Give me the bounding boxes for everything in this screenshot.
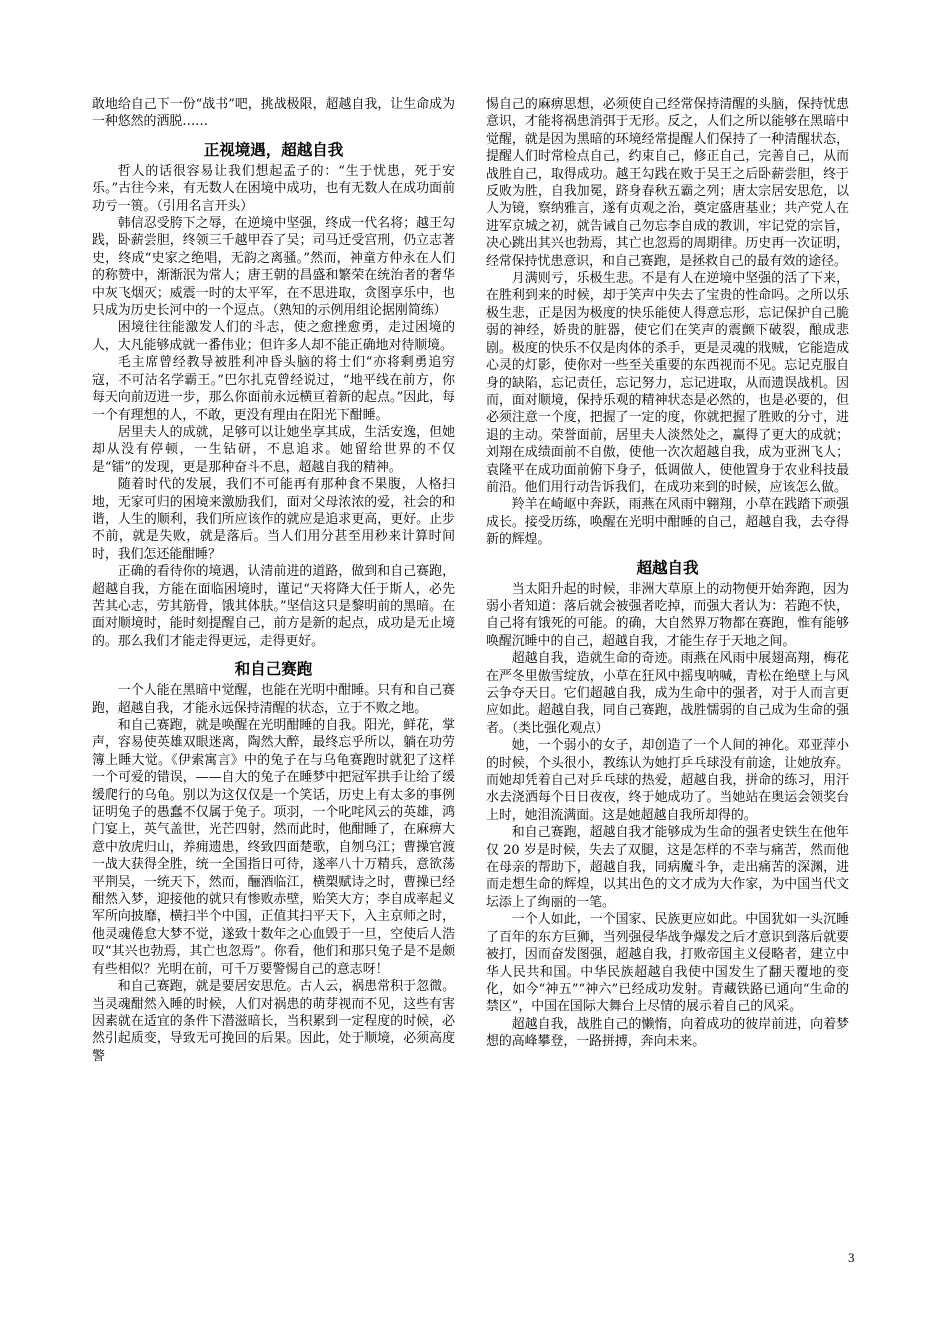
paragraph: 哲人的话很容易让我们想起孟子的：“生于忧患，死于安乐。”古往今来，有无数人在困境中成功，也有无数人在成功面前功亏一篑。（引用名言开头） [92,163,455,214]
paragraph: 和自己赛跑，就是要居安思危。古人云，祸患常积于忽微。当灵魂酣然入睡的时候，人们对祸患的萌芽视而不见，这些有害因素就在适宜的条件下潜滋暗长，当积累到一定程度的时候，必然引起质变，导致无可挽回的后果。因此，处于顺境，必须高度警 [92,979,455,1064]
paragraph: 一个人能在黑暗中觉醒，也能在光明中酣睡。只有和自己赛跑，超越自我，才能永远保持清醒的状态，立于不败之地。 [92,683,455,716]
paragraph: 羚羊在崎岖中奔跃，雨燕在风雨中翱翔，小草在践踏下顽强成长。接受历练，唤醒在光明中酣睡的自己，超越自我，去夺得新的辉煌。 [486,497,849,548]
left-column [92,96,455,1065]
paragraph: 一个人如此，一个国家、民族更应如此。中国犹如一头沉睡了百年的东方巨狮，当列强侵华战争爆发之后才意识到落后就要被打，因而奋发图强，超越自我，打败帝国主义侵略者，建立中华人民共和国。中华民族超越自我使中国发生了翻天覆地的变化，如今“神五”“神六”已经成功发射。青藏铁路已通向“生命的禁区”，中国在国际大舞台上尽情的展示着自己的风采。 [486,912,849,1015]
paragraph: 她，一个弱小的女子，却创造了一个人间的神化。邓亚萍小的时候，个头很小，教练认为她打乒乓球没有前途，让她放弃。而她却凭着自己对乒乓球的热爱，超越自我，拼命的练习，用汗水去浇洒每个日日夜夜，终于她成功了。当她站在奥运会领奖台上时，她泪流满面。这是她超越自我所却得的。 [486,738,849,823]
paragraph: 超越自我，造就生命的奇迹。雨燕在风雨中展翅高翔，梅花在严冬里傲雪绽放，小草在狂风中摇曳呐喊，青松在绝壁上与风云争夺天日。它们超越自我，成为生命中的强者，对于人而言更应如此。超越自我，同自己赛跑，战胜懦弱的自己成为生命的强者。（类比强化观点） [486,651,849,736]
right-column [486,96,849,1051]
paragraph: 月满则亏，乐极生悲。不是有人在逆境中坚强的活了下来，在胜利到来的时候，却于笑声中失去了宝贵的性命吗。之所以乐极生悲，正是因为极度的快乐能使人得意忘形，忘记保护自己脆弱的神经，娇贵的脏器，使它们在笑声的震颤下破裂，酿成悲剧。极度的快乐不仅是肉体的杀手，更是灵魂的戕贼，它能造成心灵的灯影，使你对一些至关重要的东西视而不见。忘记克服自身的缺陷，忘记责任，忘记努力，忘记进取，从而遗误战机。因而，面对顺境，保持乐观的精神状态是必然的，也是必要的，但必须注意一个度，把握了一定的度，你就把握了胜败的分寸，进退的主动。荣誉面前，居里夫人淡然处之，赢得了更大的成就；刘翔在成绩面前不自傲，使他一次次超越自我，成为亚洲飞人；袁隆平在成功面前俯下身子，低调做人，使他置身于农业科技最前沿。他们用行动告诉我们，在成功来到的时候，应该怎么做。 [486,271,849,495]
paragraph: 和自己赛跑，超越自我才能够成为生命的强者史铁生在他年仅 20 岁是时候，失去了双腿，这是怎样的不幸与痛苦，然而他在母亲的帮助下，超越自我，同病魔斗争，走出痛苦的深渊，进而走想生命的辉煌，以其出色的文才成为大作家，为中国当代文坛添上了绚丽的一笔。 [486,825,849,910]
paragraph: 困境往往能激发人们的斗志，使之愈挫愈勇，走过困境的人，大凡能够成就一番伟业；但许多人却不能正确地对待顺境。 [92,320,455,353]
section-heading: 和自己赛跑 [234,660,313,679]
paragraph: 随着时代的发展，我们不可能再有那种食不果腹，人格扫地，无家可归的困境来激励我们，面对父母浓浓的爱，社会的和谐，人生的顺利，我们所应该作的就应是追求更高，更好。止步不前，就是失败，就是落后。当人们用分甚至用秒来计算时间时，我们怎还能酣睡？ [92,477,455,562]
paragraph: 敢地给自己下一份“战书”吧，挑战极限，超越自我，让生命成为一种悠然的洒脱…… [92,97,455,130]
paragraph: 和自己赛跑，就是唤醒在光明酣睡的自我。阳光，鲜花，掌声，容易使英雄双眼迷离，陶然大醉，最终忘乎所以，躺在功劳簿上睡大觉。《伊索寓言》中的兔子在与乌龟赛跑时就犯了这样一个可爱的错误，——自大的兔子在睡梦中把冠军拱手让给了缓缓爬行的乌龟。别以为这仅仅是一个笑话，历史上有太多的事例证明兔子的愚蠢不仅属于兔子。项羽，一个叱咤风云的英雄，鸿门宴上，英气盖世，光芒四射，然而此时，他酣睡了，在麻痹大意中放虎归山，养痈遗患，终致四面楚歌，自刎乌江；曹操官渡一战大获得全胜，统一全国指日可待，遂率八十万精兵，意欲荡平荆吴，一统天下，然而，酾酒临江，横槊赋诗之时，曹操已经酣然入梦，迎接他的就只有惨败赤壁，贻笑大方；李自成率起义军所向披靡，横扫半个中国，正值其扫平天下，入主京师之时，他灵魂倦怠大梦不觉，遂致十数年之心血毁于一旦，空使后人浩叹“其兴也勃焉，其亡也忽焉”。你看，他们和那只兔子是不是颇有些相似？光明在前，可千万要警惕自己的意志呀！ [92,718,455,977]
section-heading: 正视境遇，超越自我 [203,140,344,159]
paragraph: 韩信忍受胯下之辱，在逆境中坚强，终成一代名将；越王勾践，卧薪尝胆，终领三千越甲吞了吴；司马迁受宫刑，仍立志著史，终成“史家之绝唱，无韵之离骚。”然而，神童方仲永在人们的称赞中，渐渐泯为常人；唐王朝的昌盛和繁荣在统治者的奢华中灰飞烟灭；威震一时的太平军，在不思进取，贪图享乐中，也只成为历史长河中的一个逗点。（熟知的示例用组论据刚简练） [92,216,455,319]
paragraph: 惕自己的麻痹思想，必须使自己经常保持清醒的头脑，保持忧患意识，才能将祸患消弭于无形。反之，人们之所以能够在黑暗中觉醒，就是因为黑暗的环境经常提醒人们保持了一种清醒状态，提醒人们时常检点自己，约束自己，修正自己，完善自己，从而战胜自己，取得成功。越王勾践在败于吴王之后卧薪尝胆，终于反败为胜，自我加冕，跻身春秋五霸之列；唐太宗居安思危，以人为镜，察纳雅言，遂有贞观之治，奠定盛唐基业；共产党人在进军京城之初，就告诫自己勿忘李自成的教训，牢记党的宗旨，决心跳出其兴也勃焉，其亡也忽焉的周期律。历史再一次证明，经常保持忧患意识，和自己赛跑，是拯救自己的最有效的途径。 [486,97,849,269]
page [92,96,866,1306]
paragraph: 毛主席曾经教导被胜利冲昏头脑的将士们“亦将剩勇追穷寇，不可沽名学霸王。”巴尔扎克曾经说过，“地平线在前方，你每天向前迈进一步，那么你面前永远横亘着新的起点。”因此，每一个有理想的人，不敢，更没有理由在阳光下酣睡。 [92,355,455,423]
section-heading: 超越自我 [636,558,699,577]
paragraph: 当太阳升起的时候，非洲大草原上的动物便开始奔跑，因为弱小者知道：落后就会被强者吃掉，而强大者认为：若跑不快，自己将有饿死的可能。的确，大自然界万物都在赛跑，惟有能够唤醒沉睡中的自己，超越自我，才能生存于天地之间。 [486,581,849,649]
page-number: 3 [848,1250,855,1265]
paragraph: 正确的看待你的境遇，认清前进的道路，做到和自己赛跑，超越自我，方能在面临困境时，谨记“天将降大任于斯人，必先苦其心志，劳其筋骨，饿其体肤。”坚信这只是黎明前的黑暗。在面对顺境时，能时刻提醒自己，前方是新的起点，成功是无止境的。那么我们才能走得更远，走得更好。 [92,564,455,649]
paragraph: 超越自我，战胜自己的懒惰，向着成功的彼岸前进，向着梦想的高峰攀登，一路拼搏，奔向未来。 [486,1016,849,1050]
paragraph: 居里夫人的成就，足够可以让她坐享其成，生活安逸，但她却从没有停顿，一生钻研，不息追求。她留给世界的不仅是“镭”的发现，更是那种奋斗不息，超越自我的精神。 [92,424,455,475]
